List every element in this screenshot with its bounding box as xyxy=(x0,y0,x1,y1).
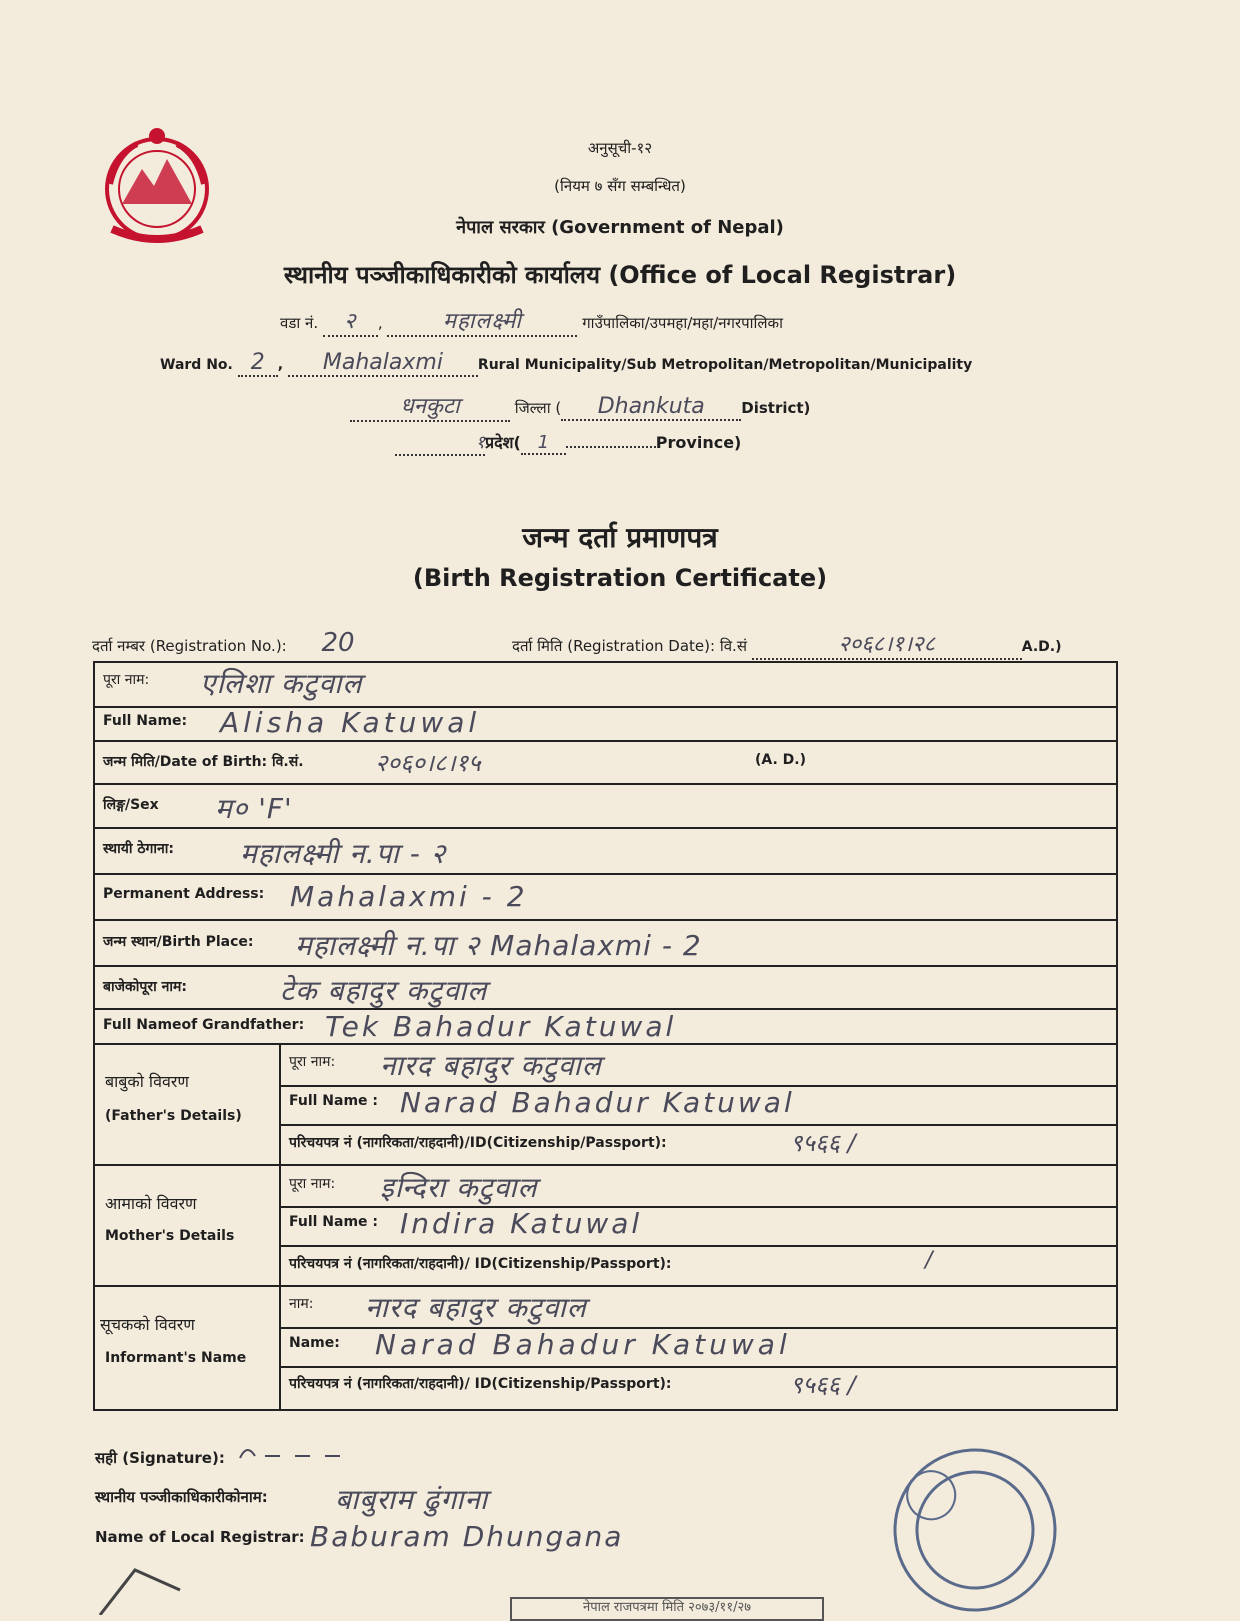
mother-id-label: परिचयपत्र नं (नागरिकता/राहदानी)/ ID(Citizenship/Passport): xyxy=(289,1256,672,1272)
municipality-en-value: Mahalaxmi xyxy=(288,350,478,377)
ward-np-line: वडा नं. २ , महालक्ष्मी गाउँपालिका/उपमहा/महा/नगरपालिका xyxy=(280,305,783,337)
father-section-en: (Father's Details) xyxy=(105,1108,242,1124)
full-name-en-value: Alisha Katuwal xyxy=(220,706,481,739)
birth-place-label: जन्म स्थान/Birth Place: xyxy=(103,934,254,950)
registration-date-suffix: A.D.) xyxy=(1021,639,1062,655)
registrar-en-label: Name of Local Registrar: xyxy=(95,1528,305,1546)
signature-label: सही (Signature): xyxy=(95,1449,225,1467)
registrar-np-label: स्थानीय पञ्जीकाधिकारीकोनाम: xyxy=(95,1488,268,1506)
district-en-label: District) xyxy=(741,399,811,417)
full-name-en-label: Full Name: xyxy=(103,713,188,729)
mother-id-value: / xyxy=(925,1248,933,1273)
grandfather-np-value: टेक बहादुर कटुवाल xyxy=(280,974,488,1007)
registration-no-value: 20 xyxy=(321,628,355,658)
mother-name-np-value: इन्दिरा कटुवाल xyxy=(380,1171,538,1204)
schedule-label: अनुसूची-१२ xyxy=(587,139,653,157)
corner-stamp-icon xyxy=(95,1560,185,1615)
grandfather-en-value: Tek Bahadur Katuwal xyxy=(325,1010,677,1043)
informant-section-en: Informant's Name xyxy=(105,1350,247,1366)
province-en-value: 1 xyxy=(521,432,566,455)
informant-id-label: परिचयपत्र नं (नागरिकता/राहदानी)/ ID(Citizenship/Passport): xyxy=(289,1376,672,1392)
municipality-en-label: Rural Municipality/Sub Metropolitan/Metropolitan/Municipality xyxy=(477,357,973,373)
permanent-address-en-value: Mahalaxmi - 2 xyxy=(290,880,528,913)
permanent-address-np-label: स्थायी ठेगाना: xyxy=(103,841,174,857)
mother-name-np-label: पूरा नाम: xyxy=(289,1176,336,1192)
grandfather-en-label: Full Nameof Grandfather: xyxy=(103,1017,305,1033)
certificate-title-en: (Birth Registration Certificate) xyxy=(412,564,828,592)
dob-value: २०६०।८।१५ xyxy=(375,749,481,777)
rule-reference: (नियम ७ सँग सम्बन्धित) xyxy=(554,177,686,195)
mother-name-en-value: Indira Katuwal xyxy=(400,1207,643,1240)
municipality-np-label: गाउँपालिका/उपमहा/महा/नगरपालिका xyxy=(582,314,783,332)
registration-date xyxy=(512,628,1062,660)
signature-mark xyxy=(235,1438,395,1468)
sex-value: म० 'F' xyxy=(215,792,293,825)
registrar-en-value: Baburam Dhungana xyxy=(310,1520,624,1553)
mother-section-en: Mother's Details xyxy=(105,1228,235,1244)
gazette-stamp xyxy=(510,1597,824,1621)
permanent-address-np-value: महालक्ष्मी न.पा - २ xyxy=(240,837,447,870)
registration-date-value: २०६८।१।२८ xyxy=(752,628,1022,660)
gazette-stamp-text: नेपाल राजपत्रमा मिति २०७३/११/२७ xyxy=(583,1600,751,1615)
certificate-title-np: जन्म दर्ता प्रमाणपत्र xyxy=(522,521,718,554)
dob-ad-label: (A. D.) xyxy=(755,752,807,768)
informant-name-np-value: नारद बहादुर कटुवाल xyxy=(365,1291,587,1324)
registration-no-label: दर्ता नम्बर (Registration No.): xyxy=(92,637,287,655)
full-name-np-value: एलिशा कटुवाल xyxy=(200,667,363,700)
office-title: स्थानीय पञ्जीकाधिकारीको कार्यालय (Office of Local Registrar) xyxy=(283,261,957,289)
grandfather-np-label: बाजेकोपूरा नाम: xyxy=(103,979,187,995)
official-stamp-icon xyxy=(870,1440,1080,1615)
full-name-np-label: पूरा नाम: xyxy=(103,672,150,688)
district-line xyxy=(350,390,810,422)
ward-np-label: वडा नं. xyxy=(280,314,319,332)
district-np-label: जिल्ला ( xyxy=(514,399,562,417)
district-en-value: Dhankuta xyxy=(561,394,741,421)
father-section-np: बाबुको विवरण xyxy=(105,1072,189,1091)
father-id-value: ९५६६ / xyxy=(790,1129,856,1157)
father-name-en-value: Narad Bahadur Katuwal xyxy=(400,1086,795,1119)
ward-np-value: २ xyxy=(323,305,378,337)
mother-name-en-label: Full Name : xyxy=(289,1214,379,1230)
ward-en-label: Ward No. xyxy=(160,357,233,373)
ward-en-line: Ward No. 2 , Mahalaxmi Rural Municipality/Sub Metropolitan/Metropolitan/Municipality xyxy=(160,350,973,375)
province-line xyxy=(395,430,741,456)
mother-section-np: आमाको विवरण xyxy=(105,1194,197,1213)
informant-name-en-value: Narad Bahadur Katuwal xyxy=(375,1328,791,1361)
informant-id-value: ९५६६ / xyxy=(790,1371,856,1399)
province-np-value: १ xyxy=(395,430,485,456)
province-np-label: प्रदेश( xyxy=(485,433,521,452)
municipality-np-value: महालक्ष्मी xyxy=(387,305,577,337)
birth-place-value: महालक्ष्मी न.पा २ Mahalaxmi - 2 xyxy=(295,929,702,962)
registrar-np-value: बाबुराम ढुंगाना xyxy=(335,1483,489,1516)
permanent-address-en-label: Permanent Address: xyxy=(103,886,265,902)
father-name-np-value: नारद बहादुर कटुवाल xyxy=(380,1049,602,1082)
sex-label: लिङ्ग/Sex xyxy=(103,797,159,813)
district-np-value: धनकुटा xyxy=(350,390,510,422)
father-name-np-label: पूरा नाम: xyxy=(289,1054,336,1070)
registration-no xyxy=(92,628,355,658)
province-en-label: Province) xyxy=(655,433,742,452)
dob-label: जन्म मिति/Date of Birth: वि.सं. xyxy=(103,754,304,770)
father-id-label: परिचयपत्र नं (नागरिकता/राहदानी)/ID(Citizenship/Passport): xyxy=(289,1135,667,1151)
ward-en-value: 2 xyxy=(238,350,278,377)
informant-name-np-label: नाम: xyxy=(289,1296,314,1312)
informant-section-np: सूचकको विवरण xyxy=(100,1315,195,1334)
father-name-en-label: Full Name : xyxy=(289,1093,379,1109)
government-title: नेपाल सरकार (Government of Nepal) xyxy=(456,217,784,238)
registration-date-label: दर्ता मिति (Registration Date): वि.सं xyxy=(512,637,747,655)
informant-name-en-label: Name: xyxy=(289,1335,340,1351)
